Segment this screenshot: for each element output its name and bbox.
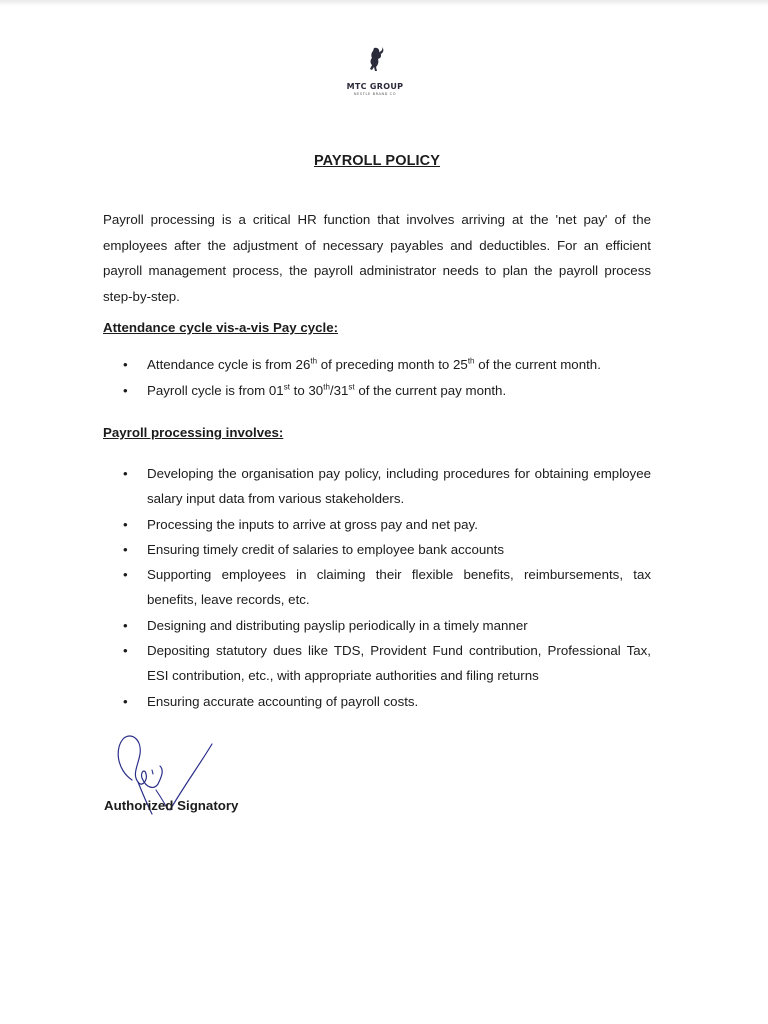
- company-logo: [330, 46, 420, 96]
- list-item: • Supporting employees in claiming their flexible benefits, reimbursements, tax benefits, leave records, etc.: [103, 562, 651, 613]
- list-item: • Depositing statutory dues like TDS, Provident Fund contribution, Professional Tax, ESI contribution, etc., with appropriate authorities and filing returns: [103, 638, 651, 689]
- logo-name: MTC GROUP: [346, 82, 404, 91]
- horse-icon: [365, 46, 385, 80]
- list-item: • Designing and distributing payslip periodically in a timely manner: [103, 613, 651, 638]
- page-title: PAYROLL POLICY: [313, 153, 441, 169]
- list-item: • Payroll cycle is from 01st to 30th/31st of the current pay month.: [103, 378, 651, 404]
- payroll-processing-heading: Payroll processing involves:: [103, 425, 284, 440]
- logo-tagline: NESTLE BRAND CO: [353, 92, 397, 96]
- signatory-label: Authorized Signatory: [104, 798, 239, 813]
- intro-paragraph: Payroll processing is a critical HR function that involves arriving at the 'net pay' of the employees after the adjustment of necessary payables and deductibles. For an efficient payroll management process, the payroll administrator needs to plan the payroll process step-by-step.: [103, 212, 651, 304]
- list-item: • Ensuring timely credit of salaries to employee bank accounts: [103, 537, 651, 562]
- list-item: • Ensuring accurate accounting of payroll costs.: [103, 689, 651, 714]
- attendance-cycle-list: [103, 352, 651, 404]
- list-item: • Attendance cycle is from 26th of preceding month to 25th of the current month.: [103, 352, 651, 378]
- list-item: • Processing the inputs to arrive at gross pay and net pay.: [103, 512, 651, 537]
- attendance-cycle-heading: Attendance cycle vis-a-vis Pay cycle:: [103, 320, 339, 335]
- list-item: • Developing the organisation pay policy, including procedures for obtaining employee salary input data from various stakeholders.: [103, 461, 651, 512]
- payroll-processing-list: [103, 461, 651, 714]
- scan-edge: [0, 0, 768, 6]
